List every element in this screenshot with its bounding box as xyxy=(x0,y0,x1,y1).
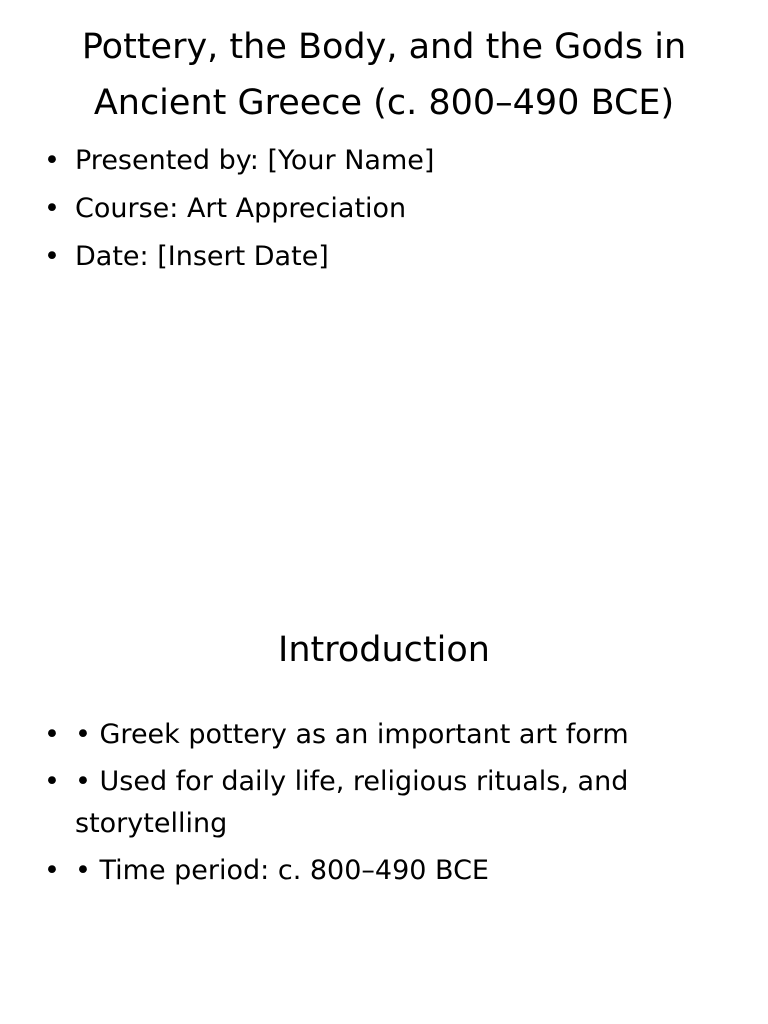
bullet-marker: • xyxy=(44,145,60,176)
slide-introduction-heading: Introduction xyxy=(278,630,490,670)
bullet-text: • Time period: c. 800–490 BCE xyxy=(75,855,489,886)
bullet-marker: • xyxy=(44,855,60,886)
bullet-time-period xyxy=(44,850,684,892)
bullet-text: Course: Art Appreciation xyxy=(75,193,407,224)
slide-title-heading: Pottery, the Body, and the Gods in Ancient Greece (c. 800–490 BCE) xyxy=(81,27,687,123)
bullet-marker: • xyxy=(44,241,60,272)
bullet-marker: • xyxy=(44,719,60,750)
slide-introduction-bullet-list xyxy=(44,714,684,897)
bullet-text: • Greek pottery as an important art form xyxy=(75,719,629,750)
bullet-marker: • xyxy=(44,766,60,797)
slide-title-bullet-list xyxy=(44,140,684,284)
bullet-text: Date: [Insert Date] xyxy=(75,241,329,272)
bullet-text: Presented by: [Your Name] xyxy=(75,145,435,176)
bullet-presenter xyxy=(44,140,684,182)
slide-introduction xyxy=(0,512,768,1024)
bullet-date xyxy=(44,236,684,278)
bullet-course xyxy=(44,188,684,230)
bullet-text: • Used for daily life, religious rituals, and storytelling xyxy=(75,766,629,839)
bullet-uses xyxy=(44,761,684,845)
bullet-art-form xyxy=(44,714,684,756)
bullet-marker: • xyxy=(44,193,60,224)
